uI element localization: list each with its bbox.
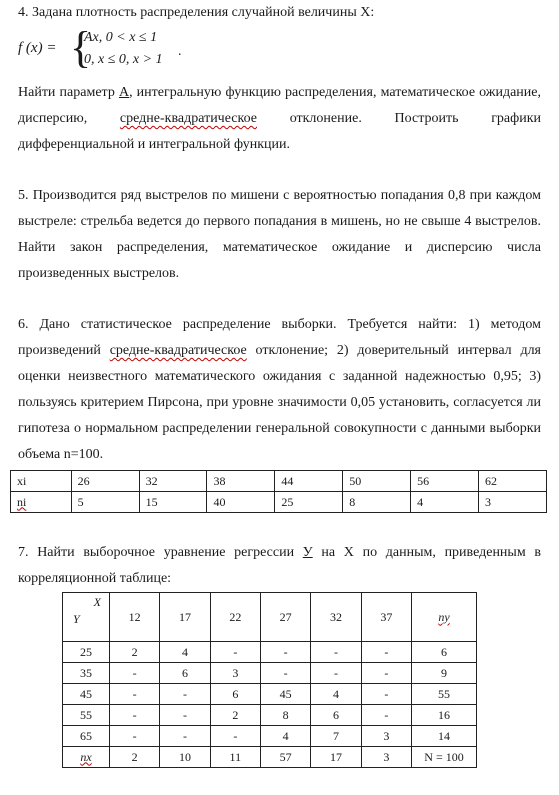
formula-case-1: Ax, 0 < x ≤ 1: [84, 30, 158, 45]
task6-text: [18, 312, 541, 468]
table-cell: -: [311, 663, 361, 684]
x-header: 32: [311, 593, 361, 642]
table-row-totals: [63, 747, 477, 768]
nx-label-text: nx: [80, 749, 92, 764]
param-a: А: [118, 85, 130, 100]
formula-case-2: 0, x ≤ 0, x > 1: [84, 52, 163, 67]
table-cell: -: [160, 684, 210, 705]
table-cell: -: [260, 642, 310, 663]
table-cell: 5: [71, 492, 139, 513]
nx-value: 57: [260, 747, 310, 768]
table-cell: 45: [260, 684, 310, 705]
task4-text: [18, 80, 541, 158]
table-cell: 56: [411, 471, 479, 492]
table-cell: 2: [110, 642, 160, 663]
corner-x: X: [93, 595, 101, 609]
table-row: [63, 642, 477, 663]
task4-text-b: , интегральную функцию распределения, математическое ожидание, дисперсию,: [18, 85, 542, 126]
table-cell: -: [361, 705, 411, 726]
table-cell: -: [110, 663, 160, 684]
task5-text: 5. Производится ряд выстрелов по мишени с вероятностью попадания 0,8 при каждом выстреле: стрельба ведется до первого попадания в мишень, но не свыше 4 выстрелов. Найти закон распределения, математическое ожидание и дисперсию числа произведенных выстрелов.: [18, 188, 541, 281]
table-cell: 3: [479, 492, 547, 513]
spellcheck-word: средне-квадратическое: [119, 111, 257, 126]
nx-value: 17: [311, 747, 361, 768]
var-y: У: [302, 545, 313, 560]
table-cell: 40: [207, 492, 275, 513]
table-cell: -: [361, 663, 411, 684]
table-cell: 6: [210, 684, 260, 705]
table-cell: -: [210, 726, 260, 747]
y-value: 25: [63, 642, 110, 663]
table-cell: 25: [275, 492, 343, 513]
y-value: 35: [63, 663, 110, 684]
task4-text-c: отклонение. Построить графики дифференциальной и интегральной функции.: [18, 111, 542, 152]
formula-dot: .: [178, 44, 182, 59]
task7-text-b: на X по данным, приведенным в корреляционной таблице:: [18, 545, 541, 586]
table-cell: -: [110, 684, 160, 705]
corner-diagonal: [63, 593, 109, 641]
row-label-xi: xi: [11, 471, 72, 492]
x-header: 17: [160, 593, 210, 642]
density-formula: [18, 23, 318, 76]
table-cell: -: [311, 642, 361, 663]
table-cell: -: [361, 684, 411, 705]
table-cell: -: [361, 642, 411, 663]
table-cell: 3: [210, 663, 260, 684]
table-row: [63, 726, 477, 747]
table-cell: 4: [411, 492, 479, 513]
table-cell: 32: [139, 471, 207, 492]
corner-y: Y: [73, 612, 80, 626]
ny-value: 9: [412, 663, 477, 684]
x-header: 27: [260, 593, 310, 642]
task7-text: [18, 540, 541, 592]
nx-value: 10: [160, 747, 210, 768]
table-cell: 44: [275, 471, 343, 492]
ny-header: [412, 593, 477, 642]
table-cell: -: [110, 726, 160, 747]
correlation-table: [62, 592, 477, 768]
table-cell: 4: [260, 726, 310, 747]
table-cell: 8: [343, 492, 411, 513]
spellcheck-word: средне-квадратическое: [109, 343, 247, 358]
table-header-row: [63, 593, 477, 642]
y-value: 65: [63, 726, 110, 747]
y-value: 45: [63, 684, 110, 705]
table-cell: 8: [260, 705, 310, 726]
row-label-ni: [11, 492, 72, 513]
table-cell: -: [110, 705, 160, 726]
nx-value: 2: [110, 747, 160, 768]
table-cell: -: [160, 705, 210, 726]
table-cell: 4: [160, 642, 210, 663]
table-row: [63, 684, 477, 705]
table-cell: 38: [207, 471, 275, 492]
table-cell: 7: [311, 726, 361, 747]
table-row-n: [11, 492, 547, 513]
table-row-x: [11, 471, 547, 492]
corner-cell: [63, 593, 110, 642]
table-cell: 6: [160, 663, 210, 684]
formula-lhs: f (x) =: [18, 40, 57, 56]
table-row: [63, 663, 477, 684]
table-row: [63, 705, 477, 726]
task4-title: 4. Задана плотность распределения случайной величины X:: [18, 5, 375, 20]
sample-distribution-table: [10, 470, 547, 513]
x-header: 12: [110, 593, 160, 642]
nx-label: [63, 747, 110, 768]
x-header: 37: [361, 593, 411, 642]
task6-text-b: отклонение; 2) доверительный интервал для оценки неизвестного математического ожидания с заданной надежностью 0,95; 3) пользуясь критерием Пирсона, при уровне значимости 0,05 установить, согласуется ли гипотеза о нормальном распределении генеральной совокупности с данными выборки объема n=100.: [18, 343, 541, 462]
table-cell: -: [160, 726, 210, 747]
table-cell: 4: [311, 684, 361, 705]
table-cell: 62: [479, 471, 547, 492]
brace-symbol: {: [70, 23, 92, 72]
nx-value: 3: [361, 747, 411, 768]
table-cell: 3: [361, 726, 411, 747]
task6-text-a: 6. Дано статистическое распределение выборки. Требуется найти: 1) методом произведений: [18, 317, 541, 358]
table-cell: -: [210, 642, 260, 663]
total-n: N = 100: [412, 747, 477, 768]
ny-value: 55: [412, 684, 477, 705]
y-value: 55: [63, 705, 110, 726]
ny-value: 16: [412, 705, 477, 726]
table-cell: 6: [311, 705, 361, 726]
ny-header-text: ny: [438, 609, 450, 624]
table-cell: 26: [71, 471, 139, 492]
table-cell: -: [260, 663, 310, 684]
row-label-ni-text: ni: [17, 494, 27, 509]
ny-value: 14: [412, 726, 477, 747]
ny-value: 6: [412, 642, 477, 663]
table-cell: 50: [343, 471, 411, 492]
nx-value: 11: [210, 747, 260, 768]
table-cell: 2: [210, 705, 260, 726]
task4-text-a: Найти параметр: [18, 85, 119, 100]
x-header: 22: [210, 593, 260, 642]
table-cell: 15: [139, 492, 207, 513]
task7-text-a: 7. Найти выборочное уравнение регрессии: [18, 545, 303, 560]
